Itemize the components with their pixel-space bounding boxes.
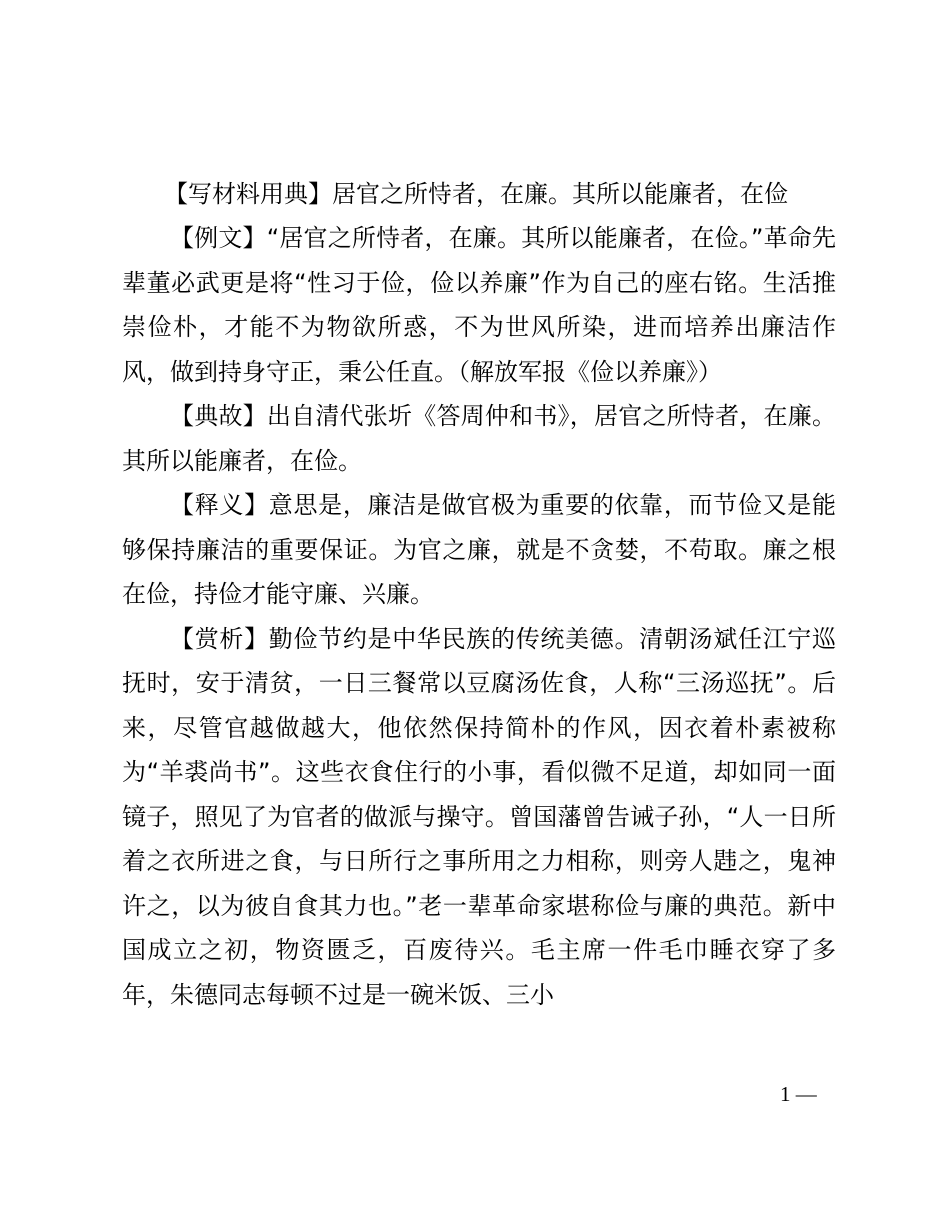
paragraph-example: 【例文】“居官之所恃者，在廉。其所以能廉者，在俭。”革命先辈董必武更是将“性习于俭，俭以养廉”作为自己的座右铭。生活推崇俭朴，才能不为物欲所惑，不为世风所染，进而培养出廉洁作风，做到持身守正，秉公任直。（解放军报《俭以养廉》） [122, 224, 836, 386]
document-body [122, 172, 836, 1017]
document-title: 【写材料用典】居官之所恃者，在廉。其所以能廉者，在俭 [164, 180, 788, 208]
page-number: 1 — [780, 1082, 817, 1106]
paragraph-appreciation: 【赏析】勤俭节约是中华民族的传统美德。清朝汤斌任江宁巡抚时，安于清贫，一日三餐常以豆腐汤佐食，人称“三汤巡抚”。后来，尽管官越做越大，他依然保持简朴的作风，因衣着朴素被称为“羊裘尚书”。这些衣食住行的小事，看似微不足道，却如同一面镜子，照见了为官者的做派与操守。曾国藩曾告诫子孙，“人一日所着之衣所进之食，与日所行之事所用之力相称，则旁人韪之，鬼神许之，以为彼自食其力也。”老一辈革命家堪称俭与廉的典范。新中国成立之初，物资匮乏，百废待兴。毛主席一件毛巾睡衣穿了多年，朱德同志每顿不过是一碗米饭、三小 [122, 624, 836, 1009]
paragraph-interpretation: 【释义】意思是，廉洁是做官极为重要的依靠，而节俭又是能够保持廉洁的重要保证。为官之廉，就是不贪婪，不苟取。廉之根在俭，持俭才能守廉、兴廉。 [122, 491, 836, 608]
paragraph-allusion: 【典故】出自清代张圻《答周仲和书》，居官之所恃者，在廉。其所以能廉者，在俭。 [122, 402, 836, 475]
